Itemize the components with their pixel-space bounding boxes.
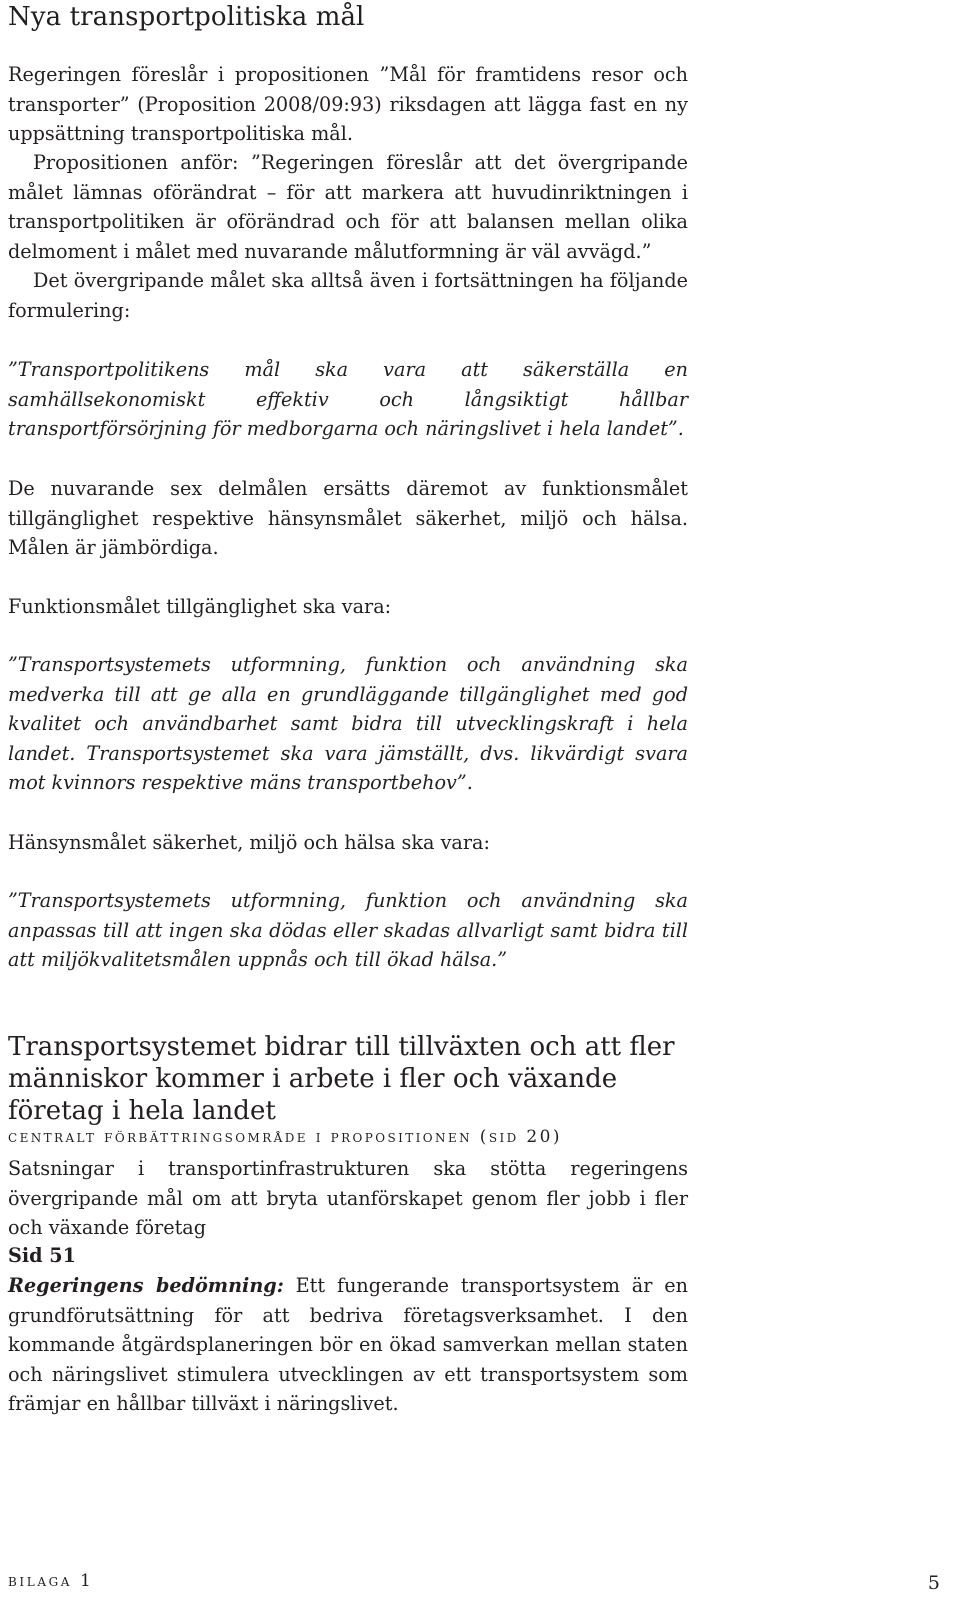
- consideration-goal-quote: ”Transportsystemets utformning, funktion och användning ska anpassas till att ingen ska dödas eller skadas allvarligt samt bidra till att miljökvalitetsmålen uppnås och till ökad hälsa.”: [8, 889, 688, 972]
- government-assessment-paragraph: [8, 1271, 688, 1419]
- sub-goals-paragraph: De nuvarande sex delmålen ersätts däremot av funktionsmålet tillgänglighet respektive hänsynsmålet säkerhet, miljö och hälsa. Målen är jämbördiga.: [8, 477, 688, 560]
- page-number: 5: [927, 1572, 940, 1594]
- section-subheading: centralt förbättringsområde i propositionen (sid 20): [8, 1127, 562, 1147]
- intro-paragraph: Regeringen föreslår i propositionen ”Mål för framtidens resor och transporter” (Proposition 2008/09:93) riksdagen att lägga fast en ny uppsättning transportpolitiska mål.: [8, 63, 688, 146]
- formulation-paragraph: Det övergripande målet ska alltså även i fortsättningen ha följande formulering:: [8, 269, 688, 322]
- section-heading: Transportsystemet bidrar till tillväxten och att fler människor kommer i arbete i fler och växande företag i hela landet: [8, 1032, 675, 1126]
- accessibility-goal-quote: ”Transportsystemets utformning, funktion och användning ska medverka till att ge alla en grundläggande tillgänglighet med god kvalitet och användbarhet samt bidra till utvecklingskraft i hela landet. Transportsystemet ska vara jämställt, dvs. likvärdigt svara mot kvinnors respektive mäns transportbehov”.: [8, 653, 688, 795]
- appendix-label: bilaga 1: [8, 1571, 94, 1591]
- investment-paragraph: Satsningar i transportinfrastrukturen ska stötta regeringens övergripande mål om att bryta utanförskapet genom fler jobb i fler och växande företag: [8, 1157, 688, 1240]
- consideration-goal-intro: Hänsynsmålet säkerhet, miljö och hälsa ska vara:: [8, 831, 490, 854]
- assessment-label: Regeringens bedömning:: [8, 1274, 284, 1297]
- accessibility-goal-intro: Funktionsmålet tillgänglighet ska vara:: [8, 595, 392, 618]
- overall-goal-quote: ”Transportpolitikens mål ska vara att säkerställa en samhällsekonomiskt effektiv och långsiktigt hållbar transportförsörjning för medborgarna och näringslivet i hela landet”.: [8, 358, 688, 441]
- assessment-text: Ett fungerande transportsystem är en grundförutsättning för att bedriva företagsverksamhet. I den kommande åtgärdsplaneringen bör en ökad samverkan mellan staten och näringslivet stimulera utvecklingen av ett transportsystem som främjar en hållbar tillväxt i näringslivet.: [8, 1274, 688, 1416]
- page-reference: Sid 51: [8, 1244, 76, 1267]
- proposition-quote-paragraph: Propositionen anför: ”Regeringen föreslår att det övergripande målet lämnas oförändrat – för att markera att huvudinriktningen i transportpolitiken är oförändrad och för att balansen mellan olika delmoment i målet med nuvarande målutformning är väl avvägd.”: [8, 151, 688, 263]
- page-title: Nya transportpolitiska mål: [8, 2, 365, 32]
